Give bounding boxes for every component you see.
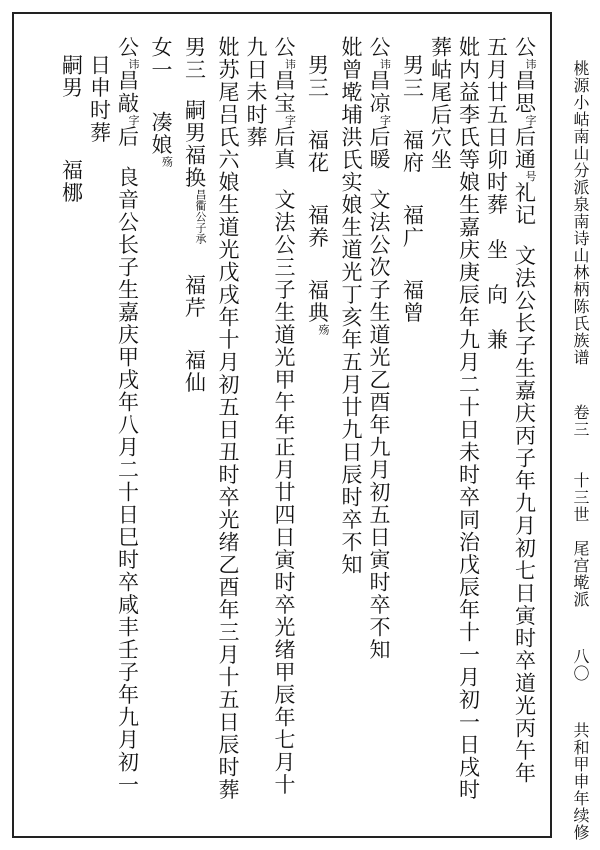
page-number: 八〇 — [571, 648, 590, 682]
edition-label: 共和甲申年续修 — [571, 722, 590, 841]
daughters-line: 女一凑娘殇 — [149, 36, 174, 167]
entry-line: 妣曾墘埔洪氏实娘生道光丁亥年五月廿九日辰时卒不知 — [339, 36, 363, 576]
entry-line: 妣苏尾吕氏六娘生道光戊戌年十月初五日丑时卒光绪乙酉年三月十五日辰时葬 — [216, 36, 240, 801]
entry-line: 妣内益李氏等娘生嘉庆庚辰年九月二十日未时卒同治戊辰年十一月初一日戌时 — [456, 36, 481, 801]
volume-label: 卷三 — [571, 404, 590, 438]
entry-line: 公讳昌凉字后暖文法公次子生道光乙酉年九月初五日寅时卒不知 — [367, 36, 392, 661]
entry-line: 九日未时葬 — [244, 36, 268, 149]
entry-line: 日申时葬 — [87, 54, 112, 144]
genealogy-text — [49, 36, 544, 836]
heir-line: 嗣男福梛 — [59, 54, 84, 204]
entry-line: 公讳昌思字后通号礼记文法公长子生嘉庆丙子年九月初七日寅时卒道光丙午年 — [512, 36, 537, 785]
book-title: 桃源小岵南山分派泉南诗山林柄陈氏族谱 — [571, 60, 590, 366]
sons-line: 男三福府福广福曾 — [400, 54, 425, 324]
running-header — [566, 60, 592, 841]
entry-line: 葬岵尾后穴坐 — [428, 36, 453, 171]
entry-line: 五月廿五日卯时葬 坐 向 兼 — [484, 36, 509, 351]
entry-line: 公讳昌敲字后良音公长子生嘉庆甲戌年八月二十日巳时卒咸丰壬子年九月初一 — [115, 36, 140, 796]
sons-line: 男三福花福养福典殇 — [305, 54, 330, 335]
entry-line: 公讳昌宝字后真文法公三子生道光甲午年正月廿四日寅时卒光绪甲辰年七月十 — [272, 36, 297, 796]
sons-line: 男三嗣男福换昌衢公子承福芹福仙 — [182, 36, 207, 394]
generation-label: 十三世 尾宫墘派 — [571, 472, 590, 608]
